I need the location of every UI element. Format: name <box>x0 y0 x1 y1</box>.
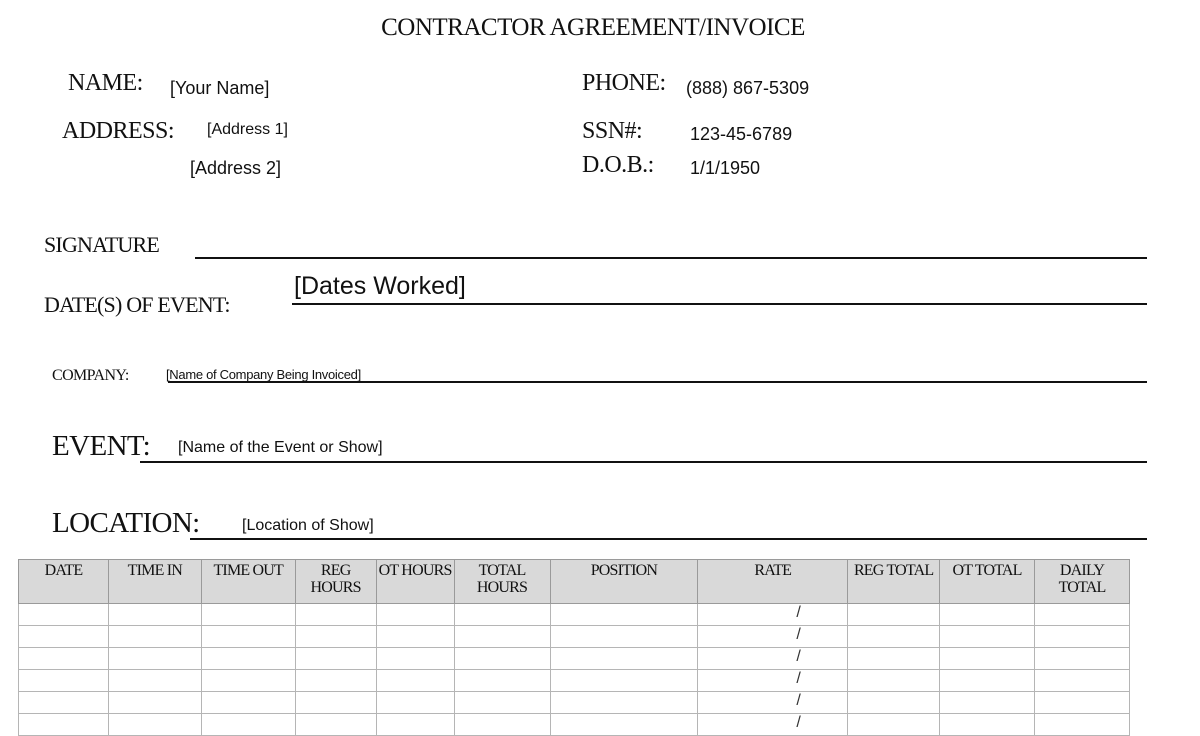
table-cell[interactable] <box>295 626 376 648</box>
event-line <box>140 461 1147 463</box>
rate-separator: / <box>796 692 801 709</box>
table-cell[interactable] <box>940 604 1035 626</box>
col-ot-hours-header: OT HOURS <box>376 560 454 604</box>
table-cell[interactable] <box>108 670 201 692</box>
signature-label: SIGNATURE <box>44 232 160 257</box>
table-cell[interactable] <box>550 670 698 692</box>
table-cell[interactable] <box>19 692 109 714</box>
table-cell[interactable] <box>550 604 698 626</box>
table-cell[interactable] <box>1035 670 1130 692</box>
col-position-header: POSITION <box>550 560 698 604</box>
col-total-hours-header: TOTAL HOURS <box>454 560 550 604</box>
col-reg-hours-header: REG HOURS <box>295 560 376 604</box>
col-time-in-header: TIME IN <box>108 560 201 604</box>
timesheet-table <box>18 559 1130 736</box>
table-cell[interactable] <box>848 692 940 714</box>
table-cell[interactable] <box>376 604 454 626</box>
phone-label: PHONE: <box>582 70 666 96</box>
table-cell[interactable] <box>848 626 940 648</box>
phone-value[interactable]: (888) 867-5309 <box>686 78 810 98</box>
table-cell[interactable] <box>295 692 376 714</box>
col-daily-total-header: DAILY TOTAL <box>1035 560 1130 604</box>
table-cell[interactable] <box>19 670 109 692</box>
table-cell[interactable] <box>940 692 1035 714</box>
table-row <box>19 714 1130 736</box>
table-cell[interactable] <box>295 648 376 670</box>
table-row <box>19 670 1130 692</box>
table-cell[interactable] <box>940 648 1035 670</box>
table-cell[interactable] <box>201 648 295 670</box>
table-cell[interactable] <box>201 670 295 692</box>
table-cell[interactable] <box>295 670 376 692</box>
rate-separator: / <box>796 670 801 687</box>
table-cell[interactable] <box>940 670 1035 692</box>
table-cell[interactable] <box>848 670 940 692</box>
dob-label: D.O.B.: <box>582 152 654 178</box>
col-time-out-header: TIME OUT <box>201 560 295 604</box>
address-label: ADDRESS: <box>62 118 175 144</box>
table-cell[interactable] <box>376 714 454 736</box>
table-cell[interactable] <box>550 648 698 670</box>
table-cell[interactable] <box>454 626 550 648</box>
col-reg-total-header: REG TOTAL <box>848 560 940 604</box>
address2-value[interactable]: [Address 2] <box>190 158 282 178</box>
name-value[interactable]: [Your Name] <box>170 78 270 98</box>
dates-value[interactable]: [Dates Worked] <box>294 272 466 300</box>
table-cell[interactable] <box>19 604 109 626</box>
table-cell[interactable] <box>108 714 201 736</box>
company-line <box>168 381 1147 383</box>
location-value[interactable]: [Location of Show] <box>242 517 374 534</box>
table-cell[interactable] <box>698 714 848 736</box>
address1-value[interactable]: [Address 1] <box>207 121 288 138</box>
ssn-value[interactable]: 123-45-6789 <box>690 124 793 144</box>
location-label: LOCATION: <box>52 507 200 539</box>
table-header-row <box>19 560 1130 604</box>
company-label: COMPANY: <box>52 367 129 384</box>
table-cell[interactable] <box>19 626 109 648</box>
dates-label: DATE(S) OF EVENT: <box>44 292 230 317</box>
table-cell[interactable] <box>19 648 109 670</box>
rate-separator: / <box>796 714 801 731</box>
table-cell[interactable] <box>848 604 940 626</box>
table-cell[interactable] <box>19 714 109 736</box>
col-rate-header: RATE <box>698 560 848 604</box>
event-value[interactable]: [Name of the Event or Show] <box>178 439 383 456</box>
rate-separator: / <box>796 604 801 621</box>
table-cell[interactable] <box>1035 692 1130 714</box>
table-cell[interactable] <box>201 692 295 714</box>
table-cell[interactable] <box>454 692 550 714</box>
table-row <box>19 648 1130 670</box>
table-cell[interactable] <box>698 648 848 670</box>
table-cell[interactable] <box>1035 714 1130 736</box>
table-cell[interactable] <box>698 670 848 692</box>
ssn-label: SSN#: <box>582 118 643 144</box>
table-cell[interactable] <box>848 714 940 736</box>
table-row <box>19 604 1130 626</box>
table-row <box>19 692 1130 714</box>
table-cell[interactable] <box>698 692 848 714</box>
table-cell[interactable] <box>940 626 1035 648</box>
table-cell[interactable] <box>108 604 201 626</box>
dates-line <box>292 303 1147 305</box>
table-cell[interactable] <box>454 604 550 626</box>
table-cell[interactable] <box>1035 626 1130 648</box>
rate-separator: / <box>796 626 801 643</box>
table-cell[interactable] <box>201 604 295 626</box>
name-label: NAME: <box>68 70 143 96</box>
table-cell[interactable] <box>201 626 295 648</box>
col-date-header: DATE <box>19 560 109 604</box>
dob-value[interactable]: 1/1/1950 <box>690 158 761 178</box>
table-cell[interactable] <box>376 692 454 714</box>
table-cell[interactable] <box>376 626 454 648</box>
event-label: EVENT: <box>52 430 151 462</box>
table-cell[interactable] <box>295 604 376 626</box>
table-cell[interactable] <box>550 714 698 736</box>
form-title: CONTRACTOR AGREEMENT/INVOICE <box>381 14 805 41</box>
table-cell[interactable] <box>108 692 201 714</box>
table-cell[interactable] <box>454 714 550 736</box>
table-cell[interactable] <box>698 604 848 626</box>
table-cell[interactable] <box>550 626 698 648</box>
company-value[interactable]: [Name of Company Being Invoiced] <box>166 367 361 382</box>
table-cell[interactable] <box>454 648 550 670</box>
table-cell[interactable] <box>848 648 940 670</box>
table-cell[interactable] <box>376 670 454 692</box>
table-cell[interactable] <box>698 626 848 648</box>
table-cell[interactable] <box>295 714 376 736</box>
table-cell[interactable] <box>940 714 1035 736</box>
rate-separator: / <box>796 648 801 665</box>
signature-line[interactable] <box>195 257 1147 259</box>
location-line <box>190 538 1147 540</box>
table-cell[interactable] <box>1035 604 1130 626</box>
table-cell[interactable] <box>454 670 550 692</box>
table-row <box>19 626 1130 648</box>
table-cell[interactable] <box>376 648 454 670</box>
col-ot-total-header: OT TOTAL <box>940 560 1035 604</box>
table-cell[interactable] <box>550 692 698 714</box>
table-cell[interactable] <box>108 648 201 670</box>
table-cell[interactable] <box>108 626 201 648</box>
table-cell[interactable] <box>201 714 295 736</box>
table-cell[interactable] <box>1035 648 1130 670</box>
